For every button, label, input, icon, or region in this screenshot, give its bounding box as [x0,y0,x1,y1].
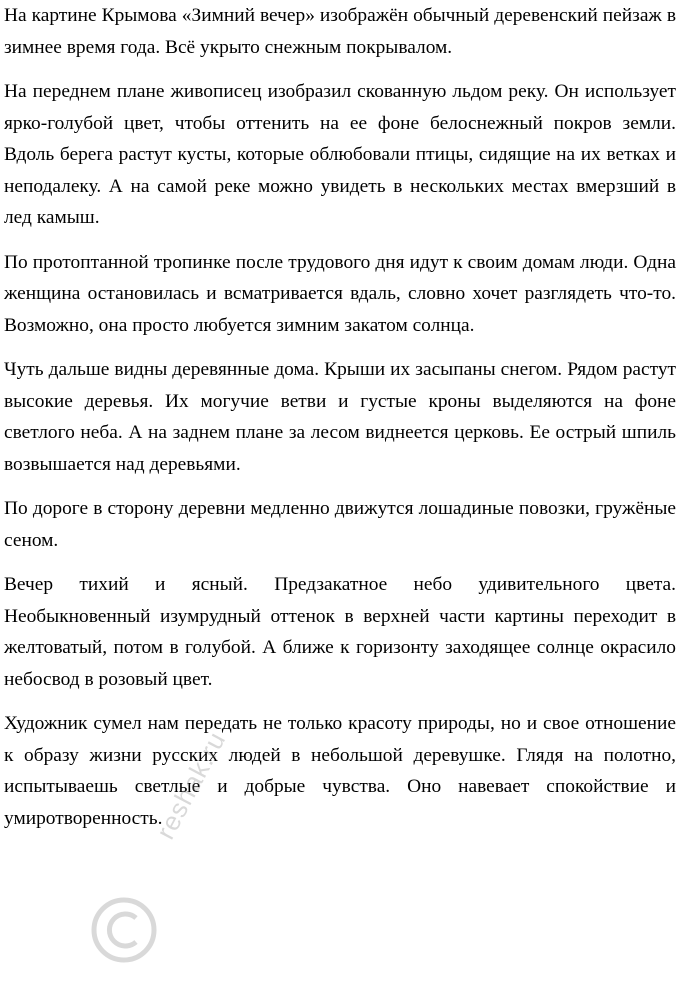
paragraph-4: Чуть дальше видны деревянные дома. Крыши их засыпаны снегом. Рядом растут высокие деревья. Их могучие ветви и густые кроны выделяются на фоне светлого неба. А на заднем плане за лесом виднеется церковь. Ее острый шпиль возвышается над деревьями. [4,359,676,475]
paragraph-2: На переднем плане живописец изобразил скованную льдом реку. Он использует ярко-голубой цвет, чтобы оттенить на ее фоне белоснежный покров земли. Вдоль берега растут кусты, которые облюбовали птицы, сидящие на их ветках и неподалеку. А на самой реке можно увидеть в нескольких местах вмерзший в лед камыш. [4,81,676,228]
paragraph-5: По дороге в сторону деревни медленно движутся лошадиные повозки, гружёные сеном. [4,498,676,551]
watermark-text: reshak.ru [150,726,232,845]
paragraph-1: На картине Крымова «Зимний вечер» изображён обычный деревенский пейзаж в зимнее время года. Всё укрыто снежным покрывалом. [4,5,676,58]
document-body [4,0,676,847]
paragraph-7: Художник сумел нам передать не только красоту природы, но и свое отношение к образу жизни русских людей в небольшой деревушке. Глядя на полотно, испытываешь светлые и добрые чувства. Оно навевает спокойствие и умиротворенность. [4,713,676,829]
paragraph-3: По протоптанной тропинке после трудового дня идут к своим домам люди. Одна женщина остановилась и всматривается вдаль, словно хочет разглядеть что-то. Возможно, она просто любуется зимним закатом солнца. [4,251,676,336]
copyright-icon [82,842,212,972]
paragraph-6: Вечер тихий и ясный. Предзакатное небо удивительного цвета. Необыкновенный изумрудный оттенок в верхней части картины переходит в желтоватый, потом в голубой. А ближе к горизонту заходящее солнце окрасило небосвод в розовый цвет. [4,574,676,690]
